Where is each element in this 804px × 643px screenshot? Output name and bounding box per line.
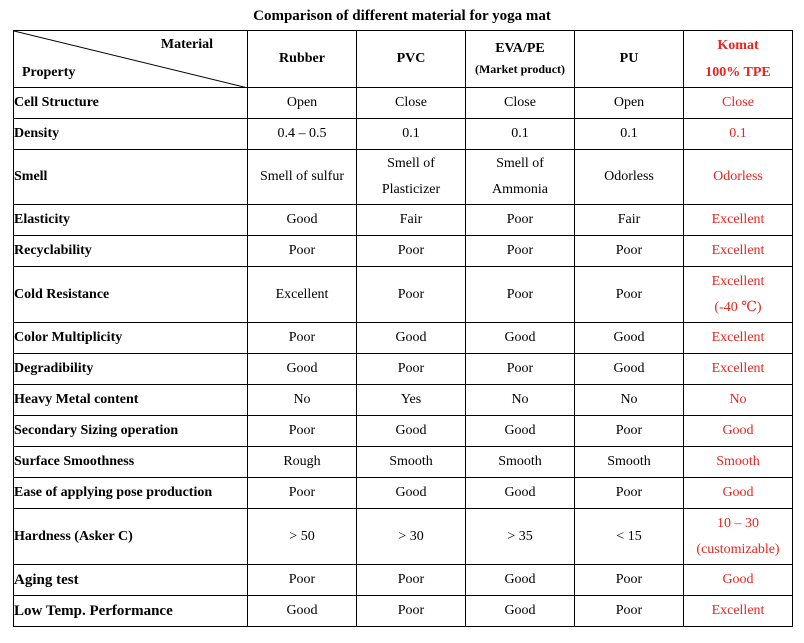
cell-pu: Poor [575, 596, 684, 627]
cell-pvc: > 30 [357, 509, 466, 565]
cell-pvc: Close [357, 88, 466, 119]
cell-eva-pe: No [466, 385, 575, 416]
cell-line: Ammonia [492, 182, 548, 197]
cell-komat: Smooth [684, 447, 793, 478]
cell-komat: Good [684, 565, 793, 596]
cell-komat: Excellent [684, 323, 793, 354]
cell-eva-pe: Poor [466, 267, 575, 323]
cell-line: Plasticizer [381, 182, 441, 197]
cell-eva-pe: Poor [466, 205, 575, 236]
column-header-komat [684, 31, 793, 88]
table-row [14, 267, 793, 323]
cell-komat: Good [684, 478, 793, 509]
cell-pu: Poor [575, 267, 684, 323]
property-label: Cell Structure [14, 88, 248, 119]
cell-komat: No [684, 385, 793, 416]
cell-pu: 0.1 [575, 119, 684, 150]
property-label: Low Temp. Performance [14, 596, 248, 627]
property-label: Density [14, 119, 248, 150]
cell-pu: Poor [575, 416, 684, 447]
cell-line: (customizable) [696, 541, 780, 557]
table-row [14, 385, 793, 416]
table-row [14, 447, 793, 478]
column-header-rubber [248, 31, 357, 88]
cell-eva-pe: Good [466, 323, 575, 354]
header-row [14, 31, 793, 88]
cell-pu: Smooth [575, 447, 684, 478]
cell-eva-pe: Close [466, 88, 575, 119]
corner-header-cell [14, 31, 248, 88]
table-row [14, 416, 793, 447]
cell-pu: No [575, 385, 684, 416]
property-label: Aging test [14, 565, 248, 596]
cell-rubber: 0.4 – 0.5 [248, 119, 357, 150]
cell-pvc: Yes [357, 385, 466, 416]
table-row [14, 354, 793, 385]
cell-pu: Poor [575, 478, 684, 509]
column-header-label: PU [619, 51, 639, 66]
cell-rubber: Smell of sulfur [248, 150, 357, 205]
property-label: Secondary Sizing operation [14, 416, 248, 447]
property-label: Hardness (Asker C) [14, 509, 248, 565]
cell-komat: Good [684, 416, 793, 447]
property-label: Heavy Metal content [14, 385, 248, 416]
cell-pvc: Good [357, 416, 466, 447]
cell-eva-pe: Smooth [466, 447, 575, 478]
cell-pvc: Fair [357, 205, 466, 236]
column-header-note: 100% TPE [705, 65, 771, 80]
cell-eva-pe: > 35 [466, 509, 575, 565]
table-row [14, 119, 793, 150]
table-row [14, 88, 793, 119]
cell-komat: Excellent [684, 205, 793, 236]
cell-rubber: Good [248, 205, 357, 236]
cell-rubber: Good [248, 596, 357, 627]
cell-pvc: 0.1 [357, 119, 466, 150]
cell-komat: Odorless [684, 150, 793, 205]
cell-rubber: Excellent [248, 267, 357, 323]
cell-pvc: Poor [357, 267, 466, 323]
cell-pvc: Smooth [357, 447, 466, 478]
property-label: Cold Resistance [14, 267, 248, 323]
table-row [14, 565, 793, 596]
cell-komat: Excellent [684, 236, 793, 267]
table-row [14, 150, 793, 205]
property-label: Recyclability [14, 236, 248, 267]
property-label: Color Multiplicity [14, 323, 248, 354]
table-row [14, 596, 793, 627]
cell-pvc: Poor [357, 236, 466, 267]
cell-eva-pe: Good [466, 478, 575, 509]
cell-rubber: Poor [248, 478, 357, 509]
cell-pu: Poor [575, 565, 684, 596]
cell-line: Excellent [711, 273, 765, 289]
cell-rubber: Poor [248, 416, 357, 447]
column-header-label: Komat [717, 38, 759, 53]
cell-pvc: Good [357, 323, 466, 354]
cell-pu: Odorless [575, 150, 684, 205]
cell-rubber: Poor [248, 565, 357, 596]
column-header-label: EVA/PE [495, 41, 545, 56]
cell-rubber: No [248, 385, 357, 416]
property-label: Smell [14, 150, 248, 205]
comparison-table [13, 30, 793, 627]
cell-pu: Good [575, 354, 684, 385]
cell-pvc: Poor [357, 596, 466, 627]
property-label: Degradibility [14, 354, 248, 385]
property-label: Surface Smoothness [14, 447, 248, 478]
cell-line: (-40 ℃) [714, 299, 762, 315]
cell-pvc: Poor [357, 354, 466, 385]
cell-pu: Poor [575, 236, 684, 267]
cell-eva-pe: Good [466, 565, 575, 596]
cell-komat: Excellent [684, 596, 793, 627]
cell-eva-pe: Good [466, 416, 575, 447]
cell-pu: Open [575, 88, 684, 119]
cell-pu: Fair [575, 205, 684, 236]
column-header-label: Rubber [279, 51, 325, 66]
cell-pu: < 15 [575, 509, 684, 565]
cell-komat [684, 509, 793, 565]
cell-komat [684, 267, 793, 323]
cell-rubber: Poor [248, 236, 357, 267]
cell-rubber: Good [248, 354, 357, 385]
cell-pvc: Poor [357, 565, 466, 596]
cell-komat: 0.1 [684, 119, 793, 150]
cell-line: Smell of [496, 156, 544, 171]
table-body [14, 88, 793, 627]
cell-eva-pe: Poor [466, 354, 575, 385]
corner-material-label: Material [160, 37, 213, 52]
cell-eva-pe: Good [466, 596, 575, 627]
cell-pu: Good [575, 323, 684, 354]
cell-komat: Excellent [684, 354, 793, 385]
column-header-eva-pe [466, 31, 575, 88]
column-header-label: PVC [396, 51, 426, 66]
cell-pvc [357, 150, 466, 205]
table-row [14, 323, 793, 354]
corner-property-label: Property [22, 65, 76, 80]
cell-line: Smell of [387, 156, 435, 171]
cell-rubber: Rough [248, 447, 357, 478]
column-header-pu [575, 31, 684, 88]
cell-rubber: Poor [248, 323, 357, 354]
cell-rubber: Open [248, 88, 357, 119]
cell-komat: Close [684, 88, 793, 119]
cell-pvc: Good [357, 478, 466, 509]
table-title: Comparison of different material for yoga mat [253, 8, 551, 24]
cell-rubber: > 50 [248, 509, 357, 565]
cell-line: 10 – 30 [717, 515, 759, 531]
table-row [14, 205, 793, 236]
property-label: Ease of applying pose production [14, 478, 248, 509]
table-row [14, 509, 793, 565]
table-row [14, 236, 793, 267]
cell-eva-pe [466, 150, 575, 205]
column-header-note: (Market product) [474, 62, 566, 76]
column-header-pvc [357, 31, 466, 88]
table-row [14, 478, 793, 509]
cell-eva-pe: Poor [466, 236, 575, 267]
property-label: Elasticity [14, 205, 248, 236]
cell-eva-pe: 0.1 [466, 119, 575, 150]
